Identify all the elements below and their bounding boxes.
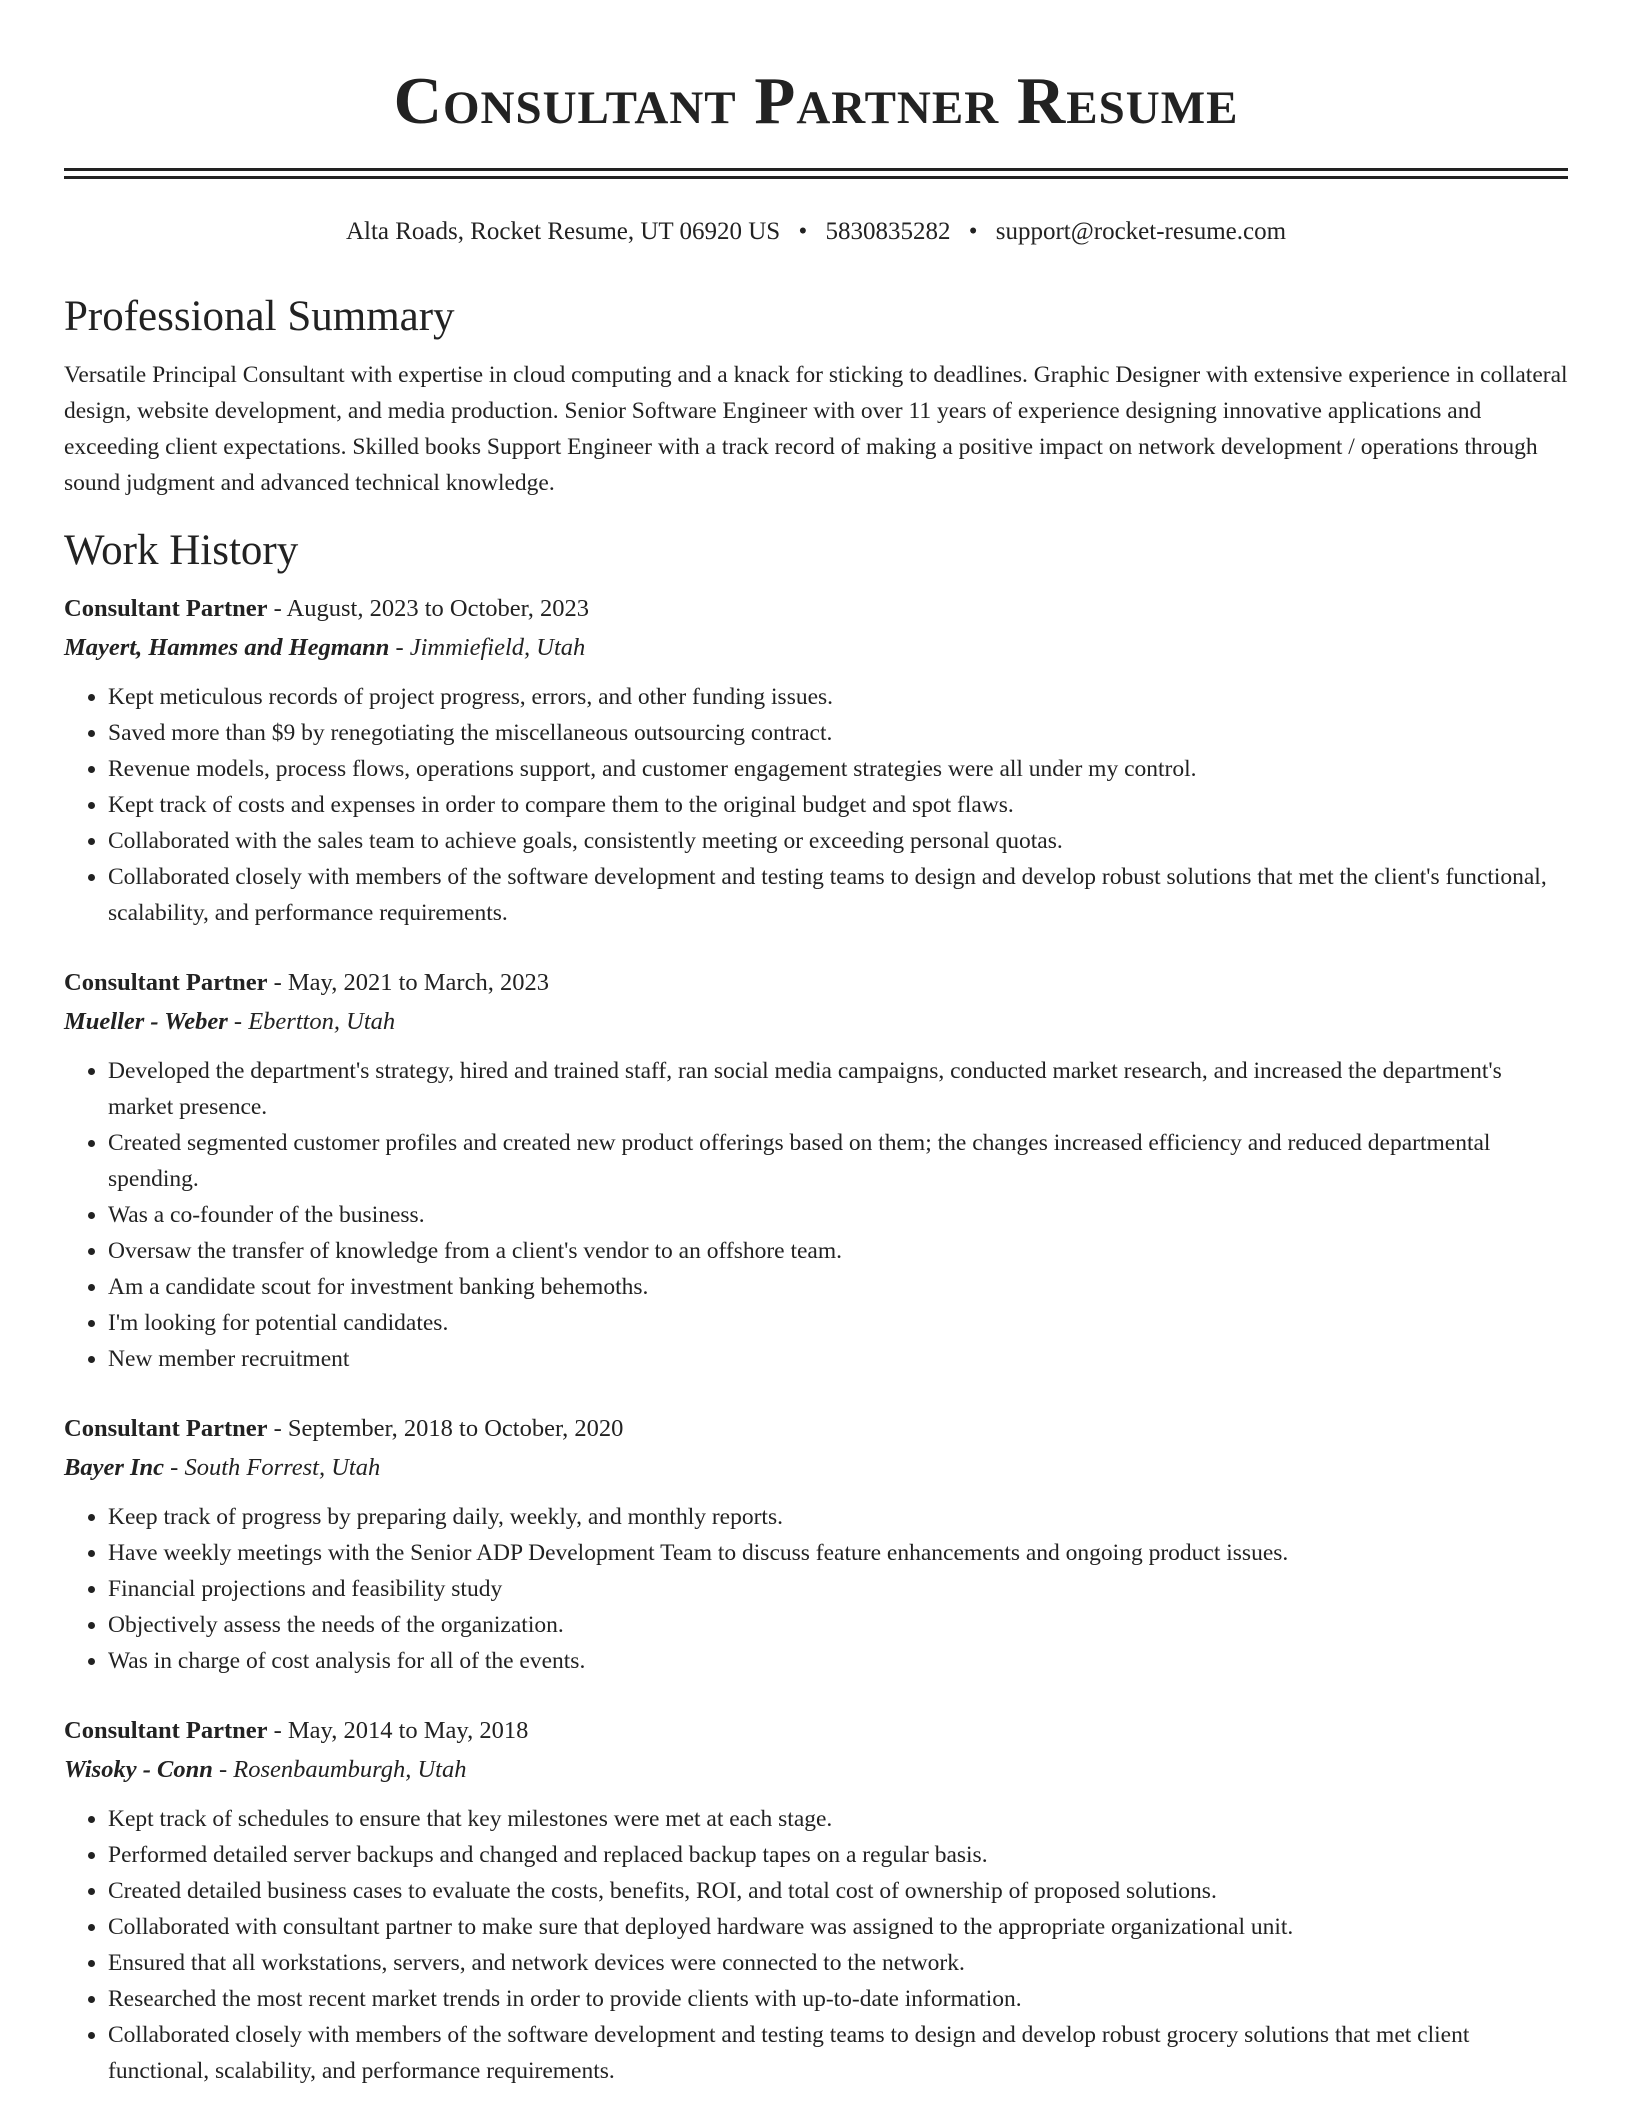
summary-heading: Professional Summary <box>64 293 455 340</box>
job-bullet: • Saved more than $9 by renegotiating the miscellaneous outsourcing contract. <box>108 715 1568 751</box>
job-bullet: • Developed the department's strategy, hired and trained staff, ran social media campaigns, conducted market research, and increased the department's market presence. <box>108 1053 1568 1125</box>
job-dates: - May, 2014 to May, 2018 <box>267 1717 529 1744</box>
company-name: Mayert, Hammes and Hegmann <box>64 634 390 661</box>
contact-separator: • <box>968 218 978 245</box>
company-line <box>64 1750 1568 1789</box>
company-location: - Rosenbaumburgh, Utah <box>212 1756 467 1783</box>
job-title: Consultant Partner <box>64 1415 268 1442</box>
job-bullet-list <box>64 1499 1568 1679</box>
resume-title: Consultant Partner Resume <box>393 64 1239 138</box>
job-bullet: • Kept meticulous records of project progress, errors, and other funding issues. <box>108 679 1568 715</box>
contact-address: Alta Roads, Rocket Resume, UT 06920 US <box>345 218 781 245</box>
job-bullet: • Objectively assess the needs of the organization. <box>108 1607 1568 1643</box>
job-bullet-list <box>64 679 1568 931</box>
job-bullet: • Ensured that all workstations, servers, and network devices were connected to the network. <box>108 1945 1568 1981</box>
work-history-heading: Work History <box>64 527 299 574</box>
job-title: Consultant Partner <box>64 595 268 622</box>
company-location: - Jimmiefield, Utah <box>389 634 586 661</box>
company-line <box>64 628 1568 667</box>
job-bullet: • Keep track of progress by preparing daily, weekly, and monthly reports. <box>108 1499 1568 1535</box>
job-bullet: • Revenue models, process flows, operations support, and customer engagement strategies were all under my control. <box>108 751 1568 787</box>
job-entry <box>64 1409 1568 1679</box>
job-bullet: • I'm looking for potential candidates. <box>108 1305 1568 1341</box>
company-name: Wisoky - Conn <box>64 1756 213 1783</box>
job-bullet: • Created segmented customer profiles and created new product offerings based on them; the changes increased efficiency and reduced departmental spending. <box>108 1125 1568 1197</box>
job-dates: - September, 2018 to October, 2020 <box>267 1415 624 1442</box>
job-bullet: • Collaborated with the sales team to achieve goals, consistently meeting or exceeding personal quotas. <box>108 823 1568 859</box>
resume-page <box>64 0 1568 2089</box>
summary-text: Versatile Principal Consultant with expertise in cloud computing and a knack for sticking to deadlines. Graphic Designer with extensive experience in collateral design, website development, and media production. Senior Software Engineer with over 11 years of experience designing innovative applications and exceeding client expectations. Skilled books Support Engineer with a track record of making a positive impact on network development / operations through sound judgment and advanced technical knowledge. <box>64 362 1568 496</box>
job-dates: - May, 2021 to March, 2023 <box>267 969 549 996</box>
job-title-line <box>64 963 1568 1002</box>
job-title-line <box>64 589 1568 628</box>
job-entry <box>64 963 1568 1377</box>
job-title-line <box>64 1711 1568 1750</box>
job-entry <box>64 589 1568 931</box>
company-line <box>64 1448 1568 1487</box>
job-title: Consultant Partner <box>64 969 268 996</box>
job-title: Consultant Partner <box>64 1717 268 1744</box>
contact-line <box>64 215 1568 249</box>
job-bullet: • Kept track of costs and expenses in order to compare them to the original budget and spot flaws. <box>108 787 1568 823</box>
job-bullet: • Am a candidate scout for investment banking behemoths. <box>108 1269 1568 1305</box>
job-bullet: • Researched the most recent market trends in order to provide clients with up-to-date information. <box>108 1981 1568 2017</box>
job-bullet-list <box>64 1053 1568 1377</box>
work-history-list <box>64 589 1568 2089</box>
company-location: - Ebertton, Utah <box>227 1008 396 1035</box>
job-bullet: • Created detailed business cases to evaluate the costs, benefits, ROI, and total cost of ownership of proposed solutions. <box>108 1873 1568 1909</box>
job-bullet: • Was in charge of cost analysis for all of the events. <box>108 1643 1568 1679</box>
job-bullet: • Collaborated closely with members of the software development and testing teams to design and develop robust solutions that met the client's functional, scalability, and performance requirements. <box>108 859 1568 931</box>
job-dates: - August, 2023 to October, 2023 <box>267 595 590 622</box>
contact-email: support@rocket-resume.com <box>995 218 1287 245</box>
company-name: Mueller - Weber <box>64 1008 228 1035</box>
contact-phone: 5830835282 <box>825 218 951 245</box>
job-bullet: • Was a co-founder of the business. <box>108 1197 1568 1233</box>
company-name: Bayer Inc <box>64 1454 165 1481</box>
title-double-rule <box>64 168 1568 179</box>
job-bullet-list <box>64 1801 1568 2089</box>
job-bullet: • Oversaw the transfer of knowledge from a client's vendor to an offshore team. <box>108 1233 1568 1269</box>
company-location: - South Forrest, Utah <box>164 1454 381 1481</box>
job-bullet: • Financial projections and feasibility study <box>108 1571 1568 1607</box>
job-bullet: • Collaborated closely with members of the software development and testing teams to design and develop robust grocery solutions that met client functional, scalability, and performance requirements. <box>108 2017 1568 2089</box>
job-bullet: • New member recruitment <box>108 1341 1568 1377</box>
job-bullet: • Collaborated with consultant partner to make sure that deployed hardware was assigned to the appropriate organizational unit. <box>108 1909 1568 1945</box>
job-title-line <box>64 1409 1568 1448</box>
contact-separator: • <box>798 218 808 245</box>
job-bullet: • Performed detailed server backups and changed and replaced backup tapes on a regular basis. <box>108 1837 1568 1873</box>
job-bullet: • Have weekly meetings with the Senior ADP Development Team to discuss feature enhancements and ongoing product issues. <box>108 1535 1568 1571</box>
company-line <box>64 1002 1568 1041</box>
job-bullet: • Kept track of schedules to ensure that key milestones were met at each stage. <box>108 1801 1568 1837</box>
job-entry <box>64 1711 1568 2089</box>
